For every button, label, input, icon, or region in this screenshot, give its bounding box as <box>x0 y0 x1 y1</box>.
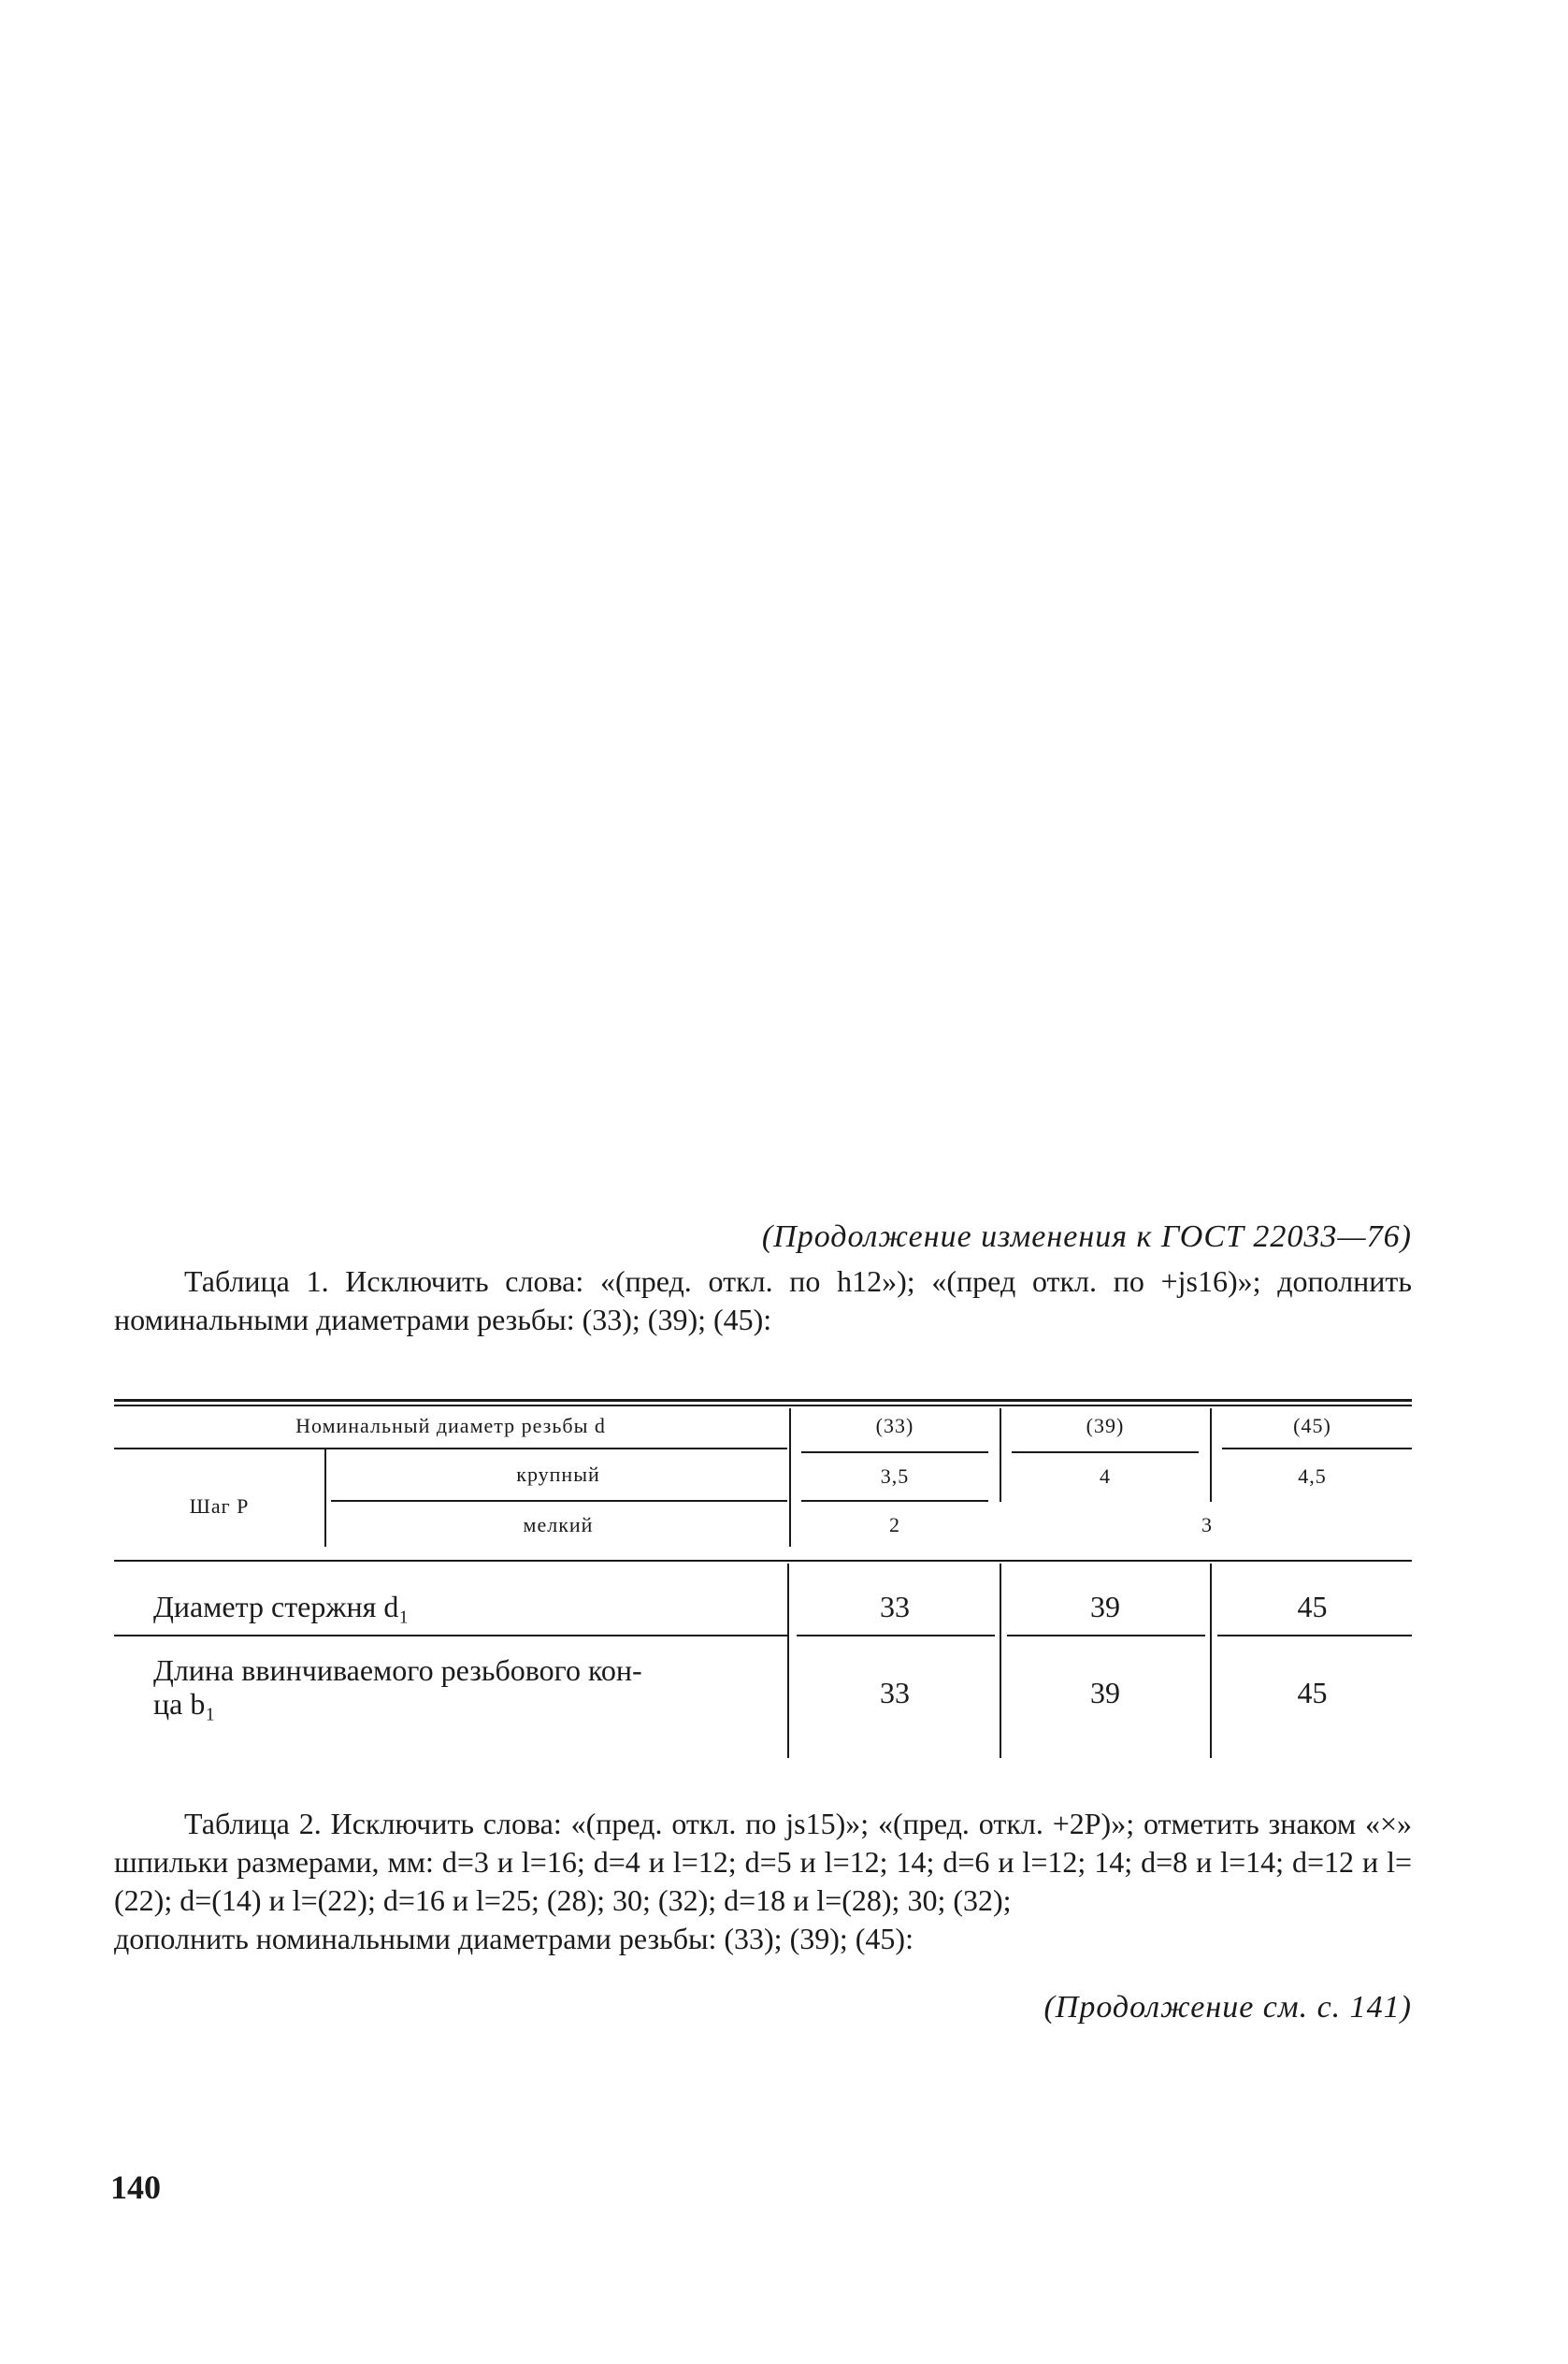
length-label-line1: Длина ввинчиваемого резьбового кон- <box>153 1653 642 1687</box>
header-rule-c2 <box>1012 1451 1199 1453</box>
col-divider-2-upper <box>1000 1408 1001 1502</box>
thread-table <box>114 1399 1412 1762</box>
table2-amendment-last: дополнить номинальными диаметрами резьбы: (33); (39); (45): <box>114 1922 913 1955</box>
coarse-label: крупный <box>516 1463 600 1486</box>
col-divider-3-upper <box>1210 1408 1212 1502</box>
col-33: (33) <box>875 1414 914 1437</box>
fine-33: 2 <box>889 1513 900 1536</box>
coarse-rule <box>331 1500 787 1502</box>
rod-rule-c3 <box>1217 1635 1412 1636</box>
rod-39: 39 <box>1090 1590 1120 1623</box>
section-rule <box>114 1560 1412 1562</box>
rod-label: Диаметр стержня d₁ <box>153 1590 410 1623</box>
coarse-45: 4,5 <box>1298 1464 1327 1488</box>
fine-label: мелкий <box>523 1513 594 1536</box>
pitch-label: Шаг P <box>189 1494 250 1518</box>
header-rule-c3 <box>1222 1448 1412 1449</box>
page-header: (Продолжение изменения к ГОСТ 22033—76) <box>761 1219 1412 1254</box>
table2-amendment-text <box>114 1805 1412 1958</box>
table-top-rule <box>114 1399 1412 1402</box>
rod-rule-c2 <box>1007 1635 1205 1636</box>
col-divider-3-lower <box>1210 1564 1212 1758</box>
header-label: Номинальный диаметр резьбы d <box>295 1414 606 1437</box>
rod-rule-c1 <box>797 1635 995 1636</box>
continuation-note: (Продолжение см. с. 141) <box>1043 1990 1412 2025</box>
col-divider-2-lower <box>1000 1564 1001 1758</box>
table-top-rule-2 <box>114 1405 1412 1406</box>
length-45: 45 <box>1297 1676 1328 1709</box>
pitch-divider <box>324 1449 326 1547</box>
rod-45: 45 <box>1297 1590 1328 1623</box>
length-label-line2: ца b₁ <box>153 1687 216 1721</box>
col-divider-1-lower <box>787 1564 789 1758</box>
header-rule-left <box>114 1448 787 1449</box>
table1-amendment-text: Таблица 1. Исключить слова: «(пред. откл. по h12»); «(пред откл. по +js16)»; дополнить номинальными диаметрами резьбы: (33); (39); (45): <box>114 1264 1412 1336</box>
table2-amendment-main: Таблица 2. Исключить слова: «(пред. откл. по js15)»; «(пред. откл. +2P)»; отметить знаком «×» шпильки размерами, мм: d=3 и l=16; d=4 и l=12; d=5 и l=12; 14; d=6 и l=12; 14; d=8 и l=14; d=12 и l=(22); d=(14) и l=(22); d=16 и l=25; (28); 30; (32); d=18 и l=(28); 30; (32); <box>114 1807 1412 1917</box>
col-39: (39) <box>1086 1414 1125 1437</box>
header-rule-c1 <box>801 1451 988 1453</box>
length-39: 39 <box>1090 1676 1120 1709</box>
rod-rule-left <box>114 1635 787 1636</box>
rod-33: 33 <box>880 1590 910 1623</box>
fine-39-45: 3 <box>1201 1513 1213 1536</box>
col-45: (45) <box>1293 1414 1331 1437</box>
coarse-33: 3,5 <box>880 1464 910 1488</box>
length-33: 33 <box>880 1676 910 1709</box>
col-divider-1-upper <box>789 1408 791 1547</box>
coarse-39: 4 <box>1100 1464 1111 1488</box>
page-number: 140 <box>110 2169 161 2206</box>
coarse-rule-c1 <box>801 1500 988 1502</box>
